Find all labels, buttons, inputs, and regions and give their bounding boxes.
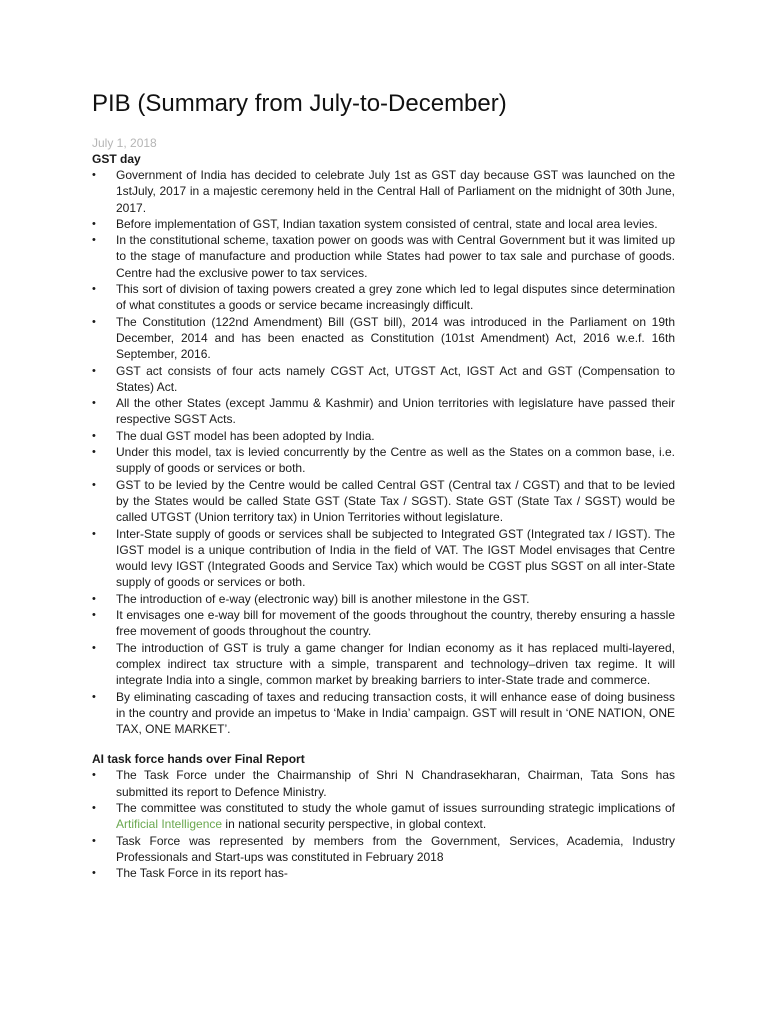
- list-item-text: in national security perspective, in global context.: [222, 817, 487, 832]
- list-item: • The Constitution (122nd Amendment) Bill (GST bill), 2014 was introduced in the Parliament on 19th December, 2014 and has been enacted as Constitution (101st Amendment) Act, 2016 w.e.f. 16th September, 2016.: [92, 314, 675, 363]
- list-item: • The Task Force under the Chairmanship of Shri N Chandrasekharan, Chairman, Tata Sons has submitted its report to Defence Ministry.: [92, 767, 675, 800]
- document-page: [92, 88, 675, 881]
- list-item: [92, 800, 675, 833]
- list-item: • It envisages one e-way bill for movement of the goods throughout the country, thereby ensuring a hassle free movement of goods throughout the country.: [92, 607, 675, 640]
- list-item-text: The committee was constituted to study the whole gamut of issues surrounding strategic implications of: [116, 800, 675, 815]
- list-item: • Government of India has decided to celebrate July 1st as GST day because GST was launched on the 1stJuly, 2017 in a majestic ceremony held in the Central Hall of Parliament on the midnight of 30th June, 2017.: [92, 167, 675, 216]
- list-item: • Task Force was represented by members from the Government, Services, Academia, Industry Professionals and Start-ups was constituted in February 2018: [92, 833, 675, 866]
- list-item: • By eliminating cascading of taxes and reducing transaction costs, it will enhance ease of doing business in the country and provide an impetus to ‘Make in India’ campaign. GST will result in ‘ONE NATION, ONE TAX, ONE MARKET’.: [92, 689, 675, 738]
- list-item: • The introduction of e-way (electronic way) bill is another milestone in the GST.: [92, 591, 675, 607]
- list-item: • GST to be levied by the Centre would be called Central GST (Central tax / CGST) and that to be levied by the States would be called State GST (State Tax / SGST). State GST (State Tax / SGST) would be called UTGST (Union territory tax) in Union Territories without legislature.: [92, 477, 675, 526]
- date-label: July 1, 2018: [92, 136, 157, 150]
- list-item: • In the constitutional scheme, taxation power on goods was with Central Government but it was limited up to the stage of manufacture and production while States had power to tax sale and purchase of goods. Centre had the exclusive power to tax services.: [92, 232, 675, 281]
- gst-bullet-list: [92, 167, 675, 737]
- document-title: PIB (Summary from July-to-December): [92, 90, 507, 117]
- section-heading-gst-day: GST day: [92, 152, 141, 166]
- list-item: • The introduction of GST is truly a game changer for Indian economy as it has replaced multi-layered, complex indirect tax structure with a simple, transparent and technology–driven tax regime. It will integrate India into a single, common market by breaking barriers to inter-State trade and commerce.: [92, 640, 675, 689]
- ai-bullet-list: [92, 767, 675, 881]
- list-item: • Under this model, tax is levied concurrently by the Centre as well as the States on a common base, i.e. supply of goods or services or both.: [92, 444, 675, 477]
- list-item: • All the other States (except Jammu & Kashmir) and Union territories with legislature have passed their respective SGST Acts.: [92, 395, 675, 428]
- list-item: • GST act consists of four acts namely CGST Act, UTGST Act, IGST Act and GST (Compensation to States) Act.: [92, 363, 675, 396]
- list-item: • Inter-State supply of goods or services shall be subjected to Integrated GST (Integrated tax / IGST). The IGST model is a unique contribution of India in the field of VAT. The IGST Model envisages that Centre would levy IGST (Integrated Goods and Service Tax) which would be CGST plus SGST on all inter-State supply of goods or services or both.: [92, 526, 675, 591]
- section-spacer: [92, 737, 675, 751]
- list-item: • Before implementation of GST, Indian taxation system consisted of central, state and local area levies.: [92, 216, 675, 232]
- list-item: • The Task Force in its report has-: [92, 865, 675, 881]
- section-heading-ai-task-force: AI task force hands over Final Report: [92, 752, 305, 767]
- list-item: • This sort of division of taxing powers created a grey zone which led to legal disputes since determination of what constitutes a goods or service became increasingly difficult.: [92, 281, 675, 314]
- artificial-intelligence-link[interactable]: Artificial Intelligence: [116, 817, 223, 832]
- list-item: • The dual GST model has been adopted by India.: [92, 428, 675, 444]
